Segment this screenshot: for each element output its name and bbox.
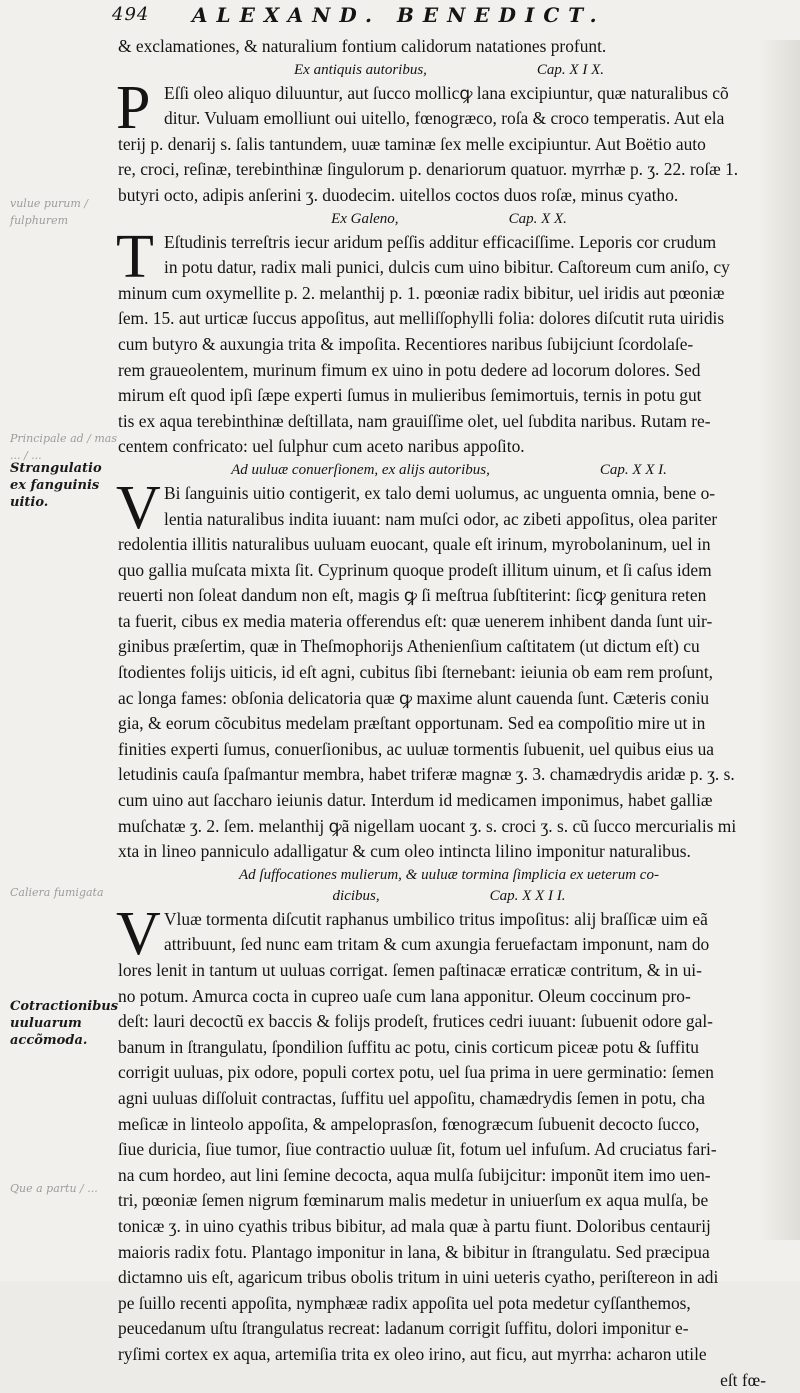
text-line: no potum. Amurca cocta in cupreo uaſe cum lana apponitur. Oleum coccinum pro- — [118, 984, 780, 1010]
text-line: dictamno uis eſt, agaricum tribus obolis tritum in uini ueteris cyatho, periſtereon in adi — [118, 1265, 780, 1291]
text-line: banum in ſtrangulatu, ſpondilion ſuffitu ac potu, cinis corticum piceæ potu & ſuffitu — [118, 1035, 780, 1061]
text-line: ſiue duricia, ſiue tumor, ſiue contractio uuluæ ſit, fotum uel infuſum. Ad cruciatus fari- — [118, 1137, 780, 1163]
chapter-21 — [118, 481, 780, 865]
margin-note: Cotractionibus uuluarum accõmoda. — [10, 998, 118, 1049]
text-line: Bi ſanguinis uitio contigerit, ex talo demi uolumus, ac unguenta omnia, bene o- — [118, 481, 780, 507]
catchword: eſt fœ- — [118, 1368, 780, 1393]
text-line: attribuunt, ſed nunc eam tritam & cum axungia feruefactam imponunt, nam do — [118, 932, 780, 958]
text-line: terij p. denarij s. ſalis tantundem, uuæ taminæ ſex melle excipiuntur. Aut Boëtio auto — [118, 132, 780, 158]
text-line: tonicæ ʒ. in uino cyathis tribus bibitur, ad mala quæ à partu fiunt. Doloribus centaurij — [118, 1214, 780, 1240]
text-line: tis ex aqua terebinthinæ deſtillata, nam grauiſſime olet, uel ſubdita naribus. Rutam re- — [118, 409, 780, 435]
text-line: maioris radix fotu. Plantago imponitur in lana, & bibitur in ſtrangulatu. Sed præcipua — [118, 1240, 780, 1266]
text-line: agni uuluas diſſoluit contractas, ſuffitu uel appoſitu, chamædrydis ſemen in potu, cha — [118, 1086, 780, 1112]
text-line: Eſtudinis terreſtris iecur aridum peſſis additur efficaciſſime. Leporis cor crudum — [118, 230, 780, 256]
chapter-number: Cap. X X I I. — [490, 888, 566, 904]
margin-note: Principale ad / mas ... / ... — [10, 430, 118, 464]
text-line: ginibus præſertim, quæ in Theſmophorijs Athenienſium caſtitatem (ut dictum eſt) cu — [118, 634, 780, 660]
margin-note: vulue purum / fulphurem — [10, 195, 118, 229]
text-line: rem graueolentem, murinum fimum ex uino in potu dedere ad locorum dolores. Sed — [118, 358, 780, 384]
text-line: lentia naturalibus indita iuuant: nam muſci odor, ac zibeti appoſitus, olea pariter — [118, 507, 780, 533]
text-line: xta in lineo panniculo adalligatur & cum oleo intincta lilino imponitur naturalibus. — [118, 839, 780, 865]
text-line: ditur. Vuluam emolliunt oui uitello, fœnogræco, roſa & croco temperatis. Aut ela — [118, 106, 780, 132]
text-line: ryſimi cortex ex aqua, artemiſia trita ex oleo irino, aut ficu, aut myrrha: acharon utile — [118, 1342, 780, 1368]
text-line: deſt: lauri decoctũ ex baccis & folijs prodeſt, frutices cedri iuuant: ſubuenit odore gal- — [118, 1009, 780, 1035]
chapter-heading — [118, 886, 780, 907]
text-line: quo gallia muſcata mixta ſit. Cyprinum quoque prodeſt illitum uinum, et ſi caſus idem — [118, 558, 780, 584]
chapter-heading — [118, 460, 780, 481]
text-line: gia, & eorum cõcubitus medelam præſtant opportunam. Sed ea compoſitio mire ut in — [118, 711, 780, 737]
chapter-22 — [118, 907, 780, 1368]
text-line: cum uino aut ſaccharo ieiunis datur. Interdum id medicamen imponimus, habet galliæ — [118, 788, 780, 814]
text-line: ac longa fames: obſonia delicatoria quæ ꝙ maxime alunt cauenda ſunt. Cæteris coniu — [118, 686, 780, 712]
margin-note: Caliera fumigata — [10, 884, 118, 901]
text-line: meſicæ in linteolo appoſita, & ampeloprasſon, fœnogræcum ſubuenit decocto ſucco, — [118, 1112, 780, 1138]
chapter-number: Cap. X X. — [509, 211, 567, 227]
text-line: corrigit uuluas, pix odore, populi cortex potu, uel ſua prima in uere germinatio: ſemen — [118, 1060, 780, 1086]
text-line: muſchatæ ʒ. 2. ſem. melanthij ꝙã nigellam uocant ʒ. s. croci ʒ. s. cũ ſucco mercurialis mi — [118, 814, 780, 840]
drop-cap: V — [116, 481, 162, 533]
text-line: ſtodientes folijs uiticis, id eſt agni, cubitus ſibi ſternebant: ieiunia ob eam rem proſunt, — [118, 660, 780, 686]
text-line: tri, pœoniæ ſemen nigrum fœminarum malis medetur in uniuerſum ex aqua mulſa, be — [118, 1188, 780, 1214]
heading-text: dicibus, — [333, 888, 380, 904]
chapter-20 — [118, 230, 780, 460]
chapter-heading — [118, 209, 780, 230]
folio-number: 494 — [112, 0, 149, 30]
heading-text: Ex antiquis autoribus, — [294, 62, 427, 78]
text-line: re, croci, reſinæ, terebinthinæ ſingulorum p. denariorum quatuor. myrrhæ p. ʒ. 22. roſæ 1. — [118, 157, 780, 183]
margin-note: Strangulatio ex fanguinis uitio. — [10, 460, 118, 511]
text-line: centem confricato: uel ſulphur cum aceto naribus appoſito. — [118, 434, 780, 460]
running-title: ALEXAND. BENEDICT. — [192, 0, 606, 30]
text-line: na cum hordeo, aut lini ſemine decocta, aqua mulſa ſubijcitur: imponũt item imo uen- — [118, 1163, 780, 1189]
chapter-heading — [118, 60, 780, 81]
page-header — [112, 0, 792, 30]
text-line: minum cum oxymellite p. 2. melanthij p. 1. pœoniæ radix bibitur, uel iridis aut pœoniæ — [118, 281, 780, 307]
heading-text: Ad uuluæ conuerſionem, ex alijs autoribus, — [231, 462, 490, 478]
heading-text: Ad ſuffocationes mulierum, & uuluæ tormina ſimplicia ex ueterum co- — [239, 867, 659, 883]
drop-cap: T — [116, 230, 162, 282]
text-line: pe ſuillo recenti appoſita, nymphææ radix appoſita uel pota medetur cyſſanthemos, — [118, 1291, 780, 1317]
chapter-19 — [118, 81, 780, 209]
text-line: letudinis cauſa ſpaſmantur membra, habet triferæ magnæ ʒ. 3. chamædrydis aridæ p. ʒ. s. — [118, 762, 780, 788]
heading-text: Ex Galeno, — [331, 211, 398, 227]
text-line: ta fuerit, cibus ex media materia offerendus eſt: quæ uenerem inhibent danda ſunt uir- — [118, 609, 780, 635]
drop-cap: V — [116, 907, 162, 959]
text-line: butyri octo, adipis anſerini ʒ. duodecim. uitellos coctos duos roſæ, minus cyatho. — [118, 183, 780, 209]
text-line: peucedanum uſtu ſtrangulatus recreat: ladanum corrigit ſuffitu, dolori imponitur e- — [118, 1316, 780, 1342]
text-line: in potu datur, radix mali punici, dulcis cum uino bibitur. Caſtoreum cum aniſo, cy — [118, 255, 780, 281]
margin-note: Que a partu / ... — [10, 1180, 118, 1197]
text-line: Eſſi oleo aliquo diluuntur, aut ſucco mollicꝙ lana excipiuntur, quæ naturalibus cõ — [118, 81, 780, 107]
text-line: mirum eſt quod ipſi ſæpe experti ſumus in mulieribus ſemimortuis, ternis in potu gut — [118, 383, 780, 409]
text-line: cum butyro & auxungia trita & impoſita. Recentiores naribus ſubijciunt ſcordolaſe- — [118, 332, 780, 358]
chapter-number: Cap. X I X. — [537, 62, 604, 78]
text-line: Vluæ tormenta diſcutit raphanus umbilico tritus impoſitus: alij braſſicæ uim eã — [118, 907, 780, 933]
chapter-number: Cap. X X I. — [600, 462, 667, 478]
drop-cap: P — [116, 81, 162, 133]
text-line: lores lenit in tantum ut uuluas corrigat. ſemen paſtinacæ erraticæ contritum, & in ui- — [118, 958, 780, 984]
main-text — [118, 34, 780, 1393]
text-line: reuerti non ſoleat dandum non eſt, magis ꝙ ſi meſtrua ſubſtiterint: ſicꝙ genitura reten — [118, 583, 780, 609]
text-line: finities experti ſumus, conuerſionibus, ac uuluæ tormentis ſubuenit, uel quibus eius ua — [118, 737, 780, 763]
text-line: & exclamationes, & naturalium fontium calidorum natationes profunt. — [118, 34, 780, 60]
text-line: ſem. 15. aut urticæ ſuccus appoſitus, aut melliſſophylli folia: dolores diſcutit ruta uiridis — [118, 306, 780, 332]
text-line: redolentia illitis naturalibus uuluam euocant, quale eſt irinum, myrobolaninum, uel in — [118, 532, 780, 558]
chapter-heading — [118, 865, 780, 886]
